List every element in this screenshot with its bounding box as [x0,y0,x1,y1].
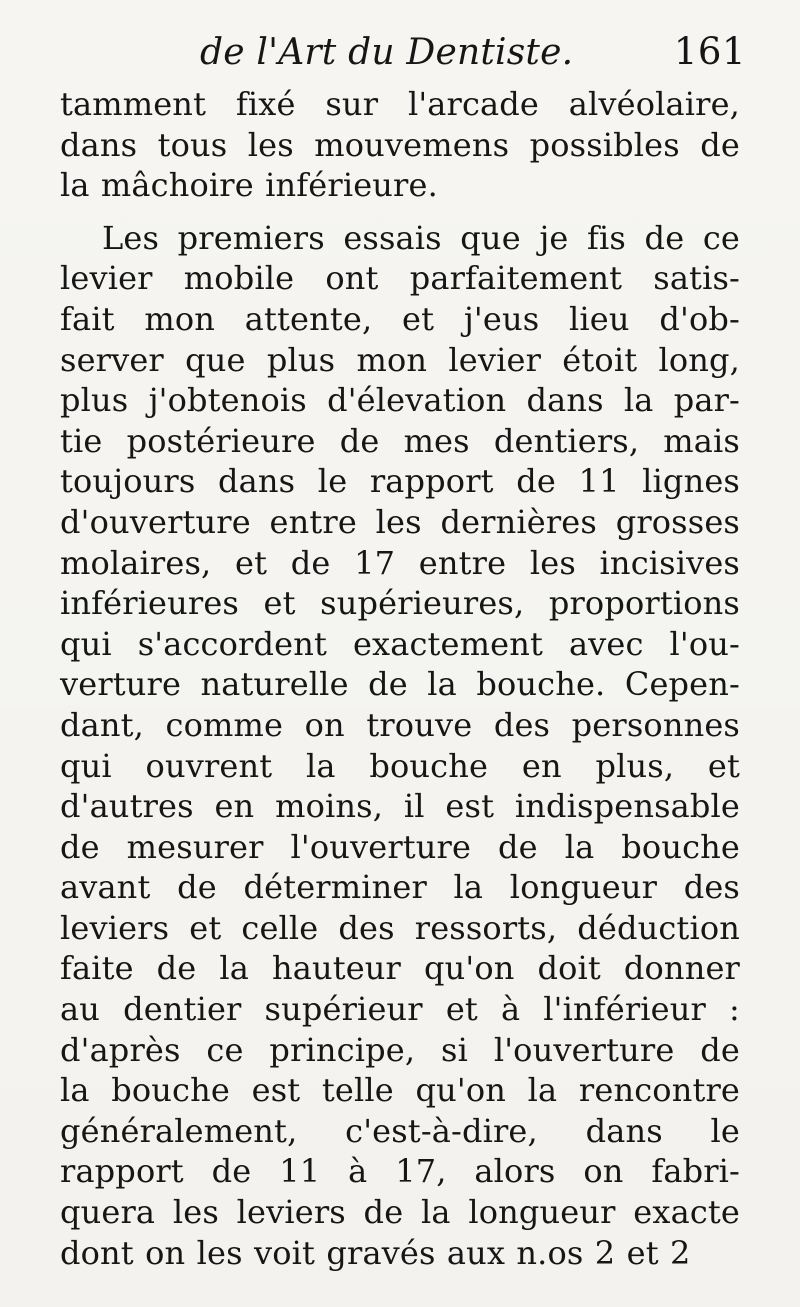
text-line: molaires, et de 17 entre les incisives [60,543,740,582]
paragraph-2 [60,218,746,1273]
text-line: rapport de 11 à 17, alors on fabri- [60,1152,740,1191]
text-line: dans tous les mouvemens possibles de [60,125,740,164]
text-line: de mesurer l'ouverture de la bouche [60,827,740,866]
text-line: d'autres en moins, il est indispensable [60,787,740,826]
text-line: avant de déterminer la longueur des [60,868,740,907]
page-number: 161 [673,30,746,73]
paragraph-1 [60,84,746,206]
text-line: d'après ce principe, si l'ouverture de [60,1030,740,1069]
text-line: toujours dans le rapport de 11 lignes [60,462,740,501]
running-title: de l'Art du Dentiste. [200,32,574,73]
text-line: fait mon attente, et j'eus lieu d'ob- [60,299,740,338]
text-line: faite de la hauteur qu'on doit donner [60,949,740,988]
text-line: d'ouverture entre les dernières grosses [60,502,740,541]
text-line: inférieures et supérieures, proportions [60,584,740,623]
text-line: levier mobile ont parfaitement satis- [60,259,740,298]
text-line: qui s'accordent exactement avec l'ou- [60,624,740,663]
text-line: server que plus mon levier étoit long, [60,340,740,379]
text-line: la mâchoire inférieure. [60,166,438,205]
text-line: la bouche est telle qu'on la rencontre [60,1071,740,1110]
text-line: quera les leviers de la longueur exacte [60,1193,740,1232]
text-line: verture naturelle de la bouche. Cepen- [60,665,740,704]
text-line: leviers et celle des ressorts, déduction [60,908,740,947]
page-header [60,28,746,72]
text-line: dant, comme on trouve des personnes [60,705,740,744]
text-line: qui ouvrent la bouche en plus, et [60,746,740,785]
text-line: plus j'obtenois d'élevation dans la par- [60,381,740,420]
text-line: Les premiers essais que je fis de ce [102,218,740,257]
text-line: généralement, c'est-à-dire, dans le [60,1111,740,1150]
paragraph-gap [60,206,746,218]
text-line: au dentier supérieur et à l'inférieur : [60,990,740,1029]
text-line: tie postérieure de mes dentiers, mais [60,421,740,460]
text-line: dont on les voit gravés aux n.os 2 et 2 [60,1233,691,1272]
text-line: tamment fixé sur l'arcade alvéolaire, [60,85,740,123]
